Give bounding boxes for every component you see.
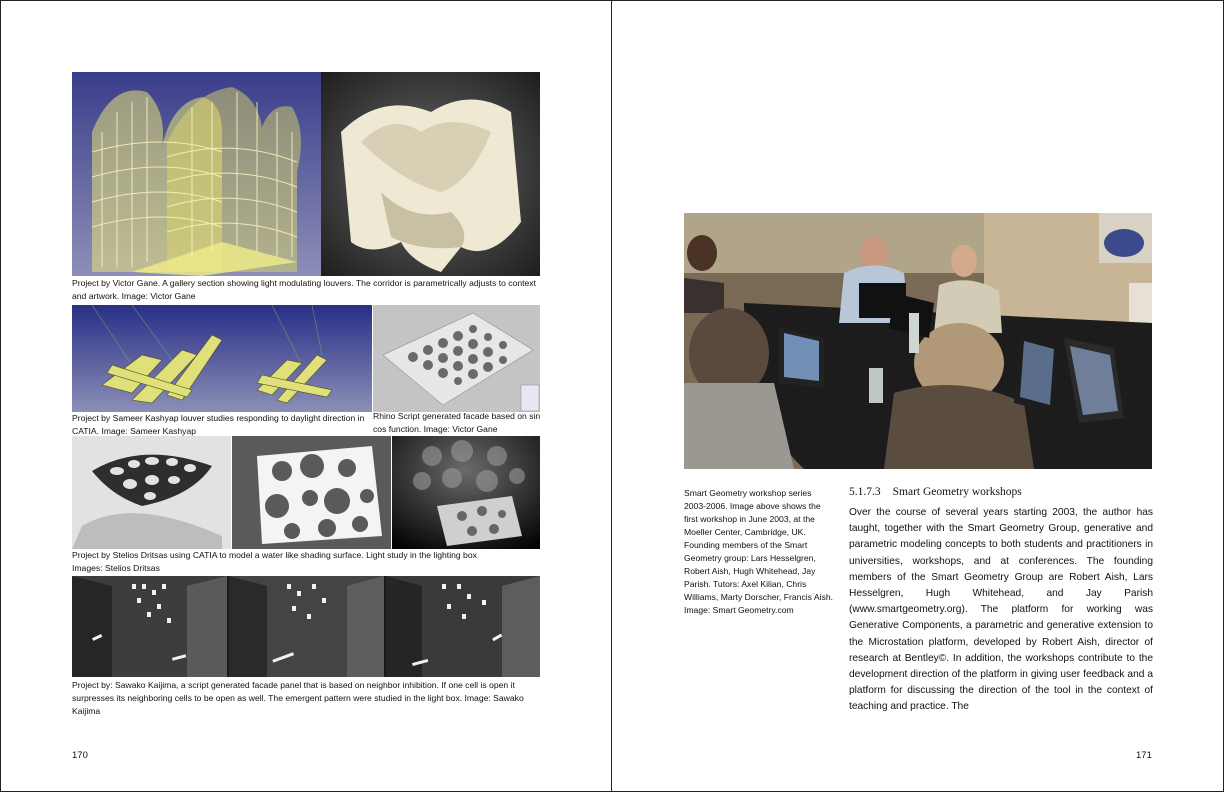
caption-stelios-dritsas: Project by Stelios Dritsas using CATIA to model a water like shading surface. Light study in the lighting box Images: Stelios Dritsas [72,550,477,573]
caption-sawako-kaijima: Project by: Sawako Kaijima, a script generated facade panel that is based on neighbor inhibition. If one cell is open it surpresses its neighboring cells to be open as well. The emergent pattern were studied in the light box. Image: Sawako Kaijima [72,680,524,716]
figure-victor-gane-catia [72,72,321,276]
figure-victor-gane-model [321,72,540,276]
page-number-left: 170 [72,750,88,761]
figure-stelios-render [232,436,391,549]
caption-victor-gane: Project by Victor Gane. A gallery section showing light modulating louvers. The corridor is parametrically adjusts to context and artwork. Image: Victor Gane [72,278,536,301]
figure-stelios-lightbox [392,436,540,549]
caption-rhino-facade: Rhino Script generated facade based on sin cos function. Image: Victor Gane [373,411,541,434]
workshop-photo [684,213,1152,469]
page-gutter [611,0,612,792]
figure-sawako-kaijima [72,576,540,677]
photo-caption: Smart Geometry workshop series 2003-2006. Image above shows the first workshop in June 2003, at the Moeller Center, Cambridge, UK. Founding members of the Smart Geometry group: Lars Hesselgren, Robert Aish, Hugh Whitehead, Jay Parish. Tutors: Axel Kilian, Chris Williams, Marty Dorscher, Francis Aish. Image: Smart Geometry.com [684,488,833,615]
body-paragraph: Over the course of several years starting 2003, the author has taught, together with the Smart Geometry Group, generative and parametric modeling concepts to both students and practitioners in universities, workshops, and at conferences. The founding members of the Smart Geometry Group are Robert Aish, Lars Hesselgren, Hugh Whitehead, and Jay Parish (www.smartgeometry.org). The platform for working was Generative Components, a parametric and generative extension to the Microstation platform, developed by Robert Aish, director of research at Bentley©. In addition, the workshops contribute to the development direction of the platform in giving user feedback and a platform for discussing the direction of the tool in the context of teaching and practice. The [849,507,1153,713]
page-number-right: 171 [1136,750,1152,761]
section-heading [849,486,1022,498]
figure-rhino-facade [373,305,540,412]
figure-sameer-kashyap [72,305,372,412]
section-number: 5.1.7.3 [849,486,881,498]
figure-stelios-surface [72,436,231,549]
caption-sameer-kashyap: Project by Sameer Kashyap louver studies responding to daylight direction in CATIA. Image: Sameer Kashyap [72,413,365,436]
section-title: Smart Geometry workshops [892,486,1022,498]
